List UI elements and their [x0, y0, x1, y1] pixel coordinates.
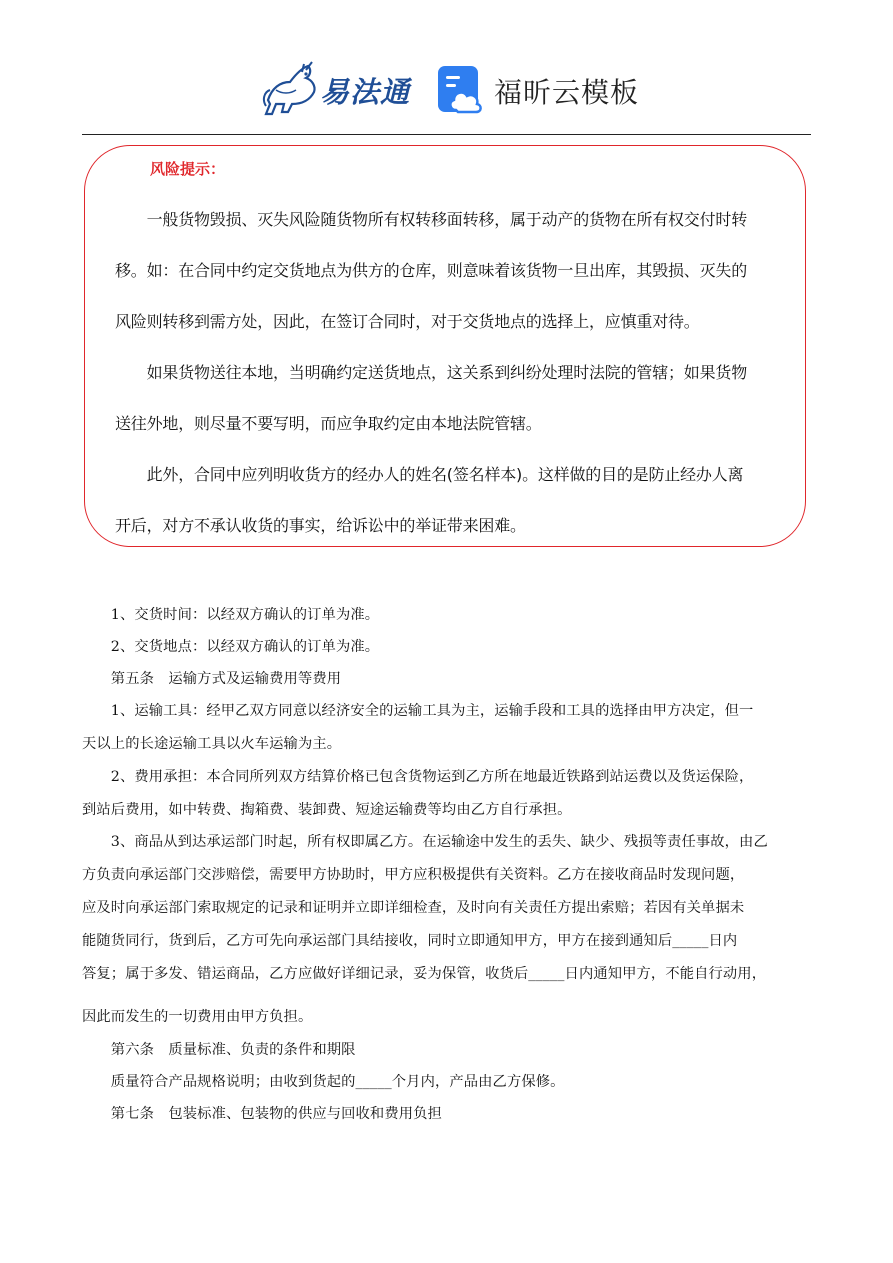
- body-line: 1、交货时间：以经双方确认的订单为准。: [82, 607, 380, 623]
- risk-warning-box: [84, 145, 806, 547]
- section-heading: 第七条 包装标准、包装物的供应与回收和费用负担: [82, 1106, 442, 1122]
- body-line: 答复；属于多发、错运商品，乙方应做好详细记录，妥为保管，收货后_____日内通知甲方，不能自行动用，: [82, 966, 767, 982]
- cloud-document-icon: [436, 64, 484, 116]
- body-line: 能随货同行，货到后，乙方可先向承运部门具结接收，同时立即通知甲方，甲方在接到通知后_____日内: [82, 933, 738, 949]
- body-line: 因此而发生的一切费用由甲方负担。: [82, 1009, 313, 1025]
- body-line: 方负责向承运部门交涉赔偿，需要甲方协助时，甲方应积极提供有关资料。乙方在接收商品时发现问题，: [82, 867, 745, 883]
- body-line: 1、运输工具：经甲乙双方同意以经济安全的运输工具为主，运输手段和工具的选择由甲方决定，但一: [82, 703, 754, 719]
- risk-text-line: 移。如：在合同中约定交货地点为供方的仓库，则意味着该货物一旦出库，其毁损、灭失的: [115, 261, 748, 280]
- body-line: 天以上的长途运输工具以火车运输为主。: [82, 736, 342, 752]
- fuxin-yun-logo-text: 福昕云模板: [494, 76, 640, 109]
- yifatong-logo-text: 易法通: [320, 75, 411, 109]
- header-divider: [82, 134, 811, 135]
- risk-text-line: 此外，合同中应列明收货方的经办人的姓名(签名样本)。这样做的目的是防止经办人离: [115, 465, 744, 484]
- qilin-icon: [262, 60, 322, 118]
- section-heading: 第六条 质量标准、负责的条件和期限: [82, 1042, 356, 1058]
- body-line: 到站后费用，如中转费、掏箱费、装卸费、短途运输费等均由乙方自行承担。: [82, 802, 572, 818]
- section-heading: 第五条 运输方式及运输费用等费用: [82, 671, 342, 687]
- body-line: 质量符合产品规格说明；由收到货起的_____个月内，产品由乙方保修。: [82, 1074, 565, 1090]
- risk-text-line: 开后，对方不承认收货的事实，给诉讼中的举证带来困难。: [115, 516, 526, 535]
- yifatong-logo: [262, 60, 422, 120]
- risk-warning-title: 风险提示：: [150, 160, 226, 178]
- fuxin-yun-logo: [436, 64, 640, 118]
- body-line: 2、费用承担：本合同所列双方结算价格已包含货物运到乙方所在地最近铁路到站运费以及货运保险，: [82, 769, 754, 785]
- page-header: [0, 0, 893, 135]
- body-line: 应及时向承运部门索取规定的记录和证明并立即详细检查，及时向有关责任方提出索赔；若因有关单据未: [82, 900, 745, 916]
- risk-text-line: 风险则转移到需方处，因此，在签订合同时，对于交货地点的选择上，应慎重对待。: [115, 312, 700, 331]
- body-line: 2、交货地点：以经双方确认的订单为准。: [82, 639, 380, 655]
- body-line: 3、商品从到达承运部门时起，所有权即属乙方。在运输途中发生的丢失、缺少、残损等责任事故，由乙: [82, 834, 768, 850]
- risk-text-line: 一般货物毁损、灭失风险随货物所有权转移面转移，属于动产的货物在所有权交付时转: [115, 210, 748, 229]
- risk-text-line: 送往外地，则尽量不要写明，而应争取约定由本地法院管辖。: [115, 414, 542, 433]
- risk-text-line: 如果货物送往本地，当明确约定送货地点，这关系到纠纷处理时法院的管辖；如果货物: [115, 363, 748, 382]
